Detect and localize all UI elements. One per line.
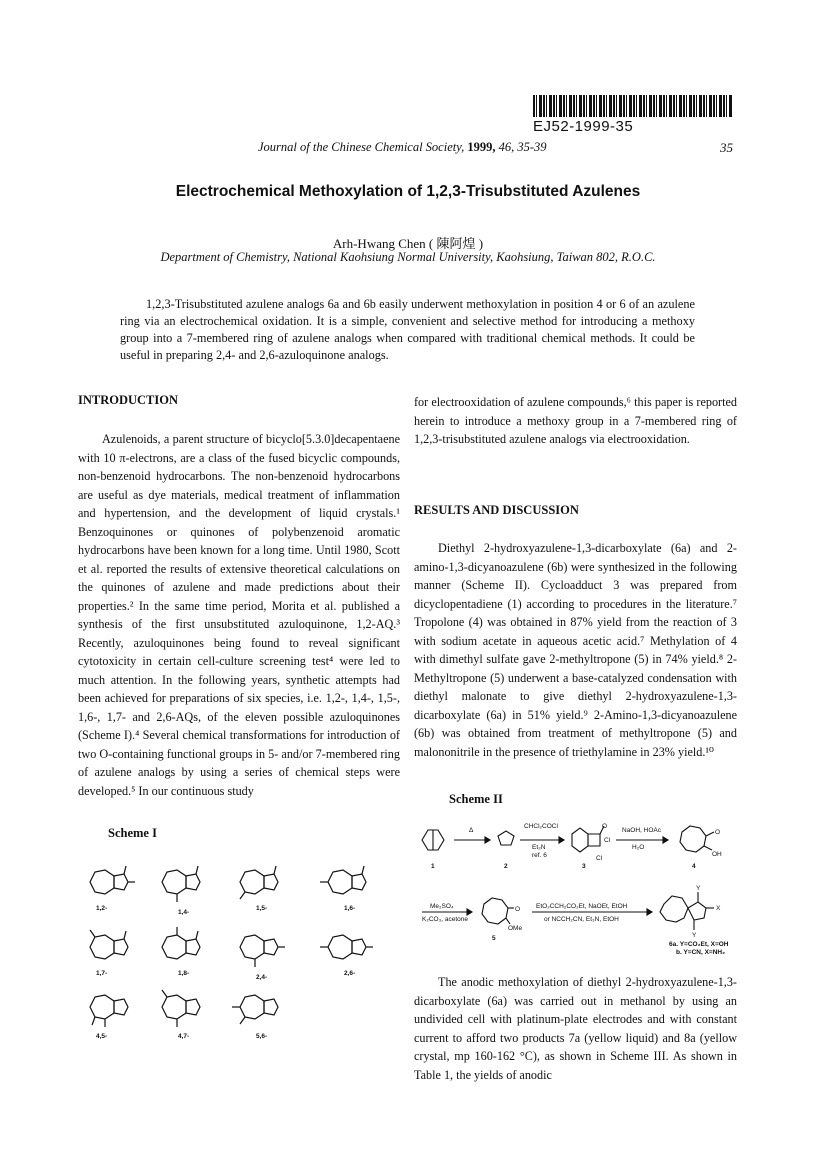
paper-title: Electrochemical Methoxylation of 1,2,3-Trisubstituted Azulenes: [175, 183, 641, 200]
introduction-heading: INTRODUCTION: [78, 393, 179, 407]
barcode: [533, 95, 733, 117]
compound-4: 4: [692, 863, 696, 870]
scheme-1-structures: [78, 852, 408, 1042]
product-6b: b. Y=CN, X=NH₂: [676, 949, 726, 956]
label-2-6: 2,6-: [344, 970, 356, 977]
scheme-2-structures: [414, 812, 739, 962]
affiliation: Department of Chemistry, National Kaohsiung Normal University, Kaohsiung, Taiwan 802, R.O.C.: [160, 250, 656, 264]
label-4-7: 4,7-: [178, 1033, 190, 1040]
label-1-8: 1,8-: [178, 970, 190, 977]
label-1-7: 1,7-: [96, 970, 108, 977]
introduction-body: [78, 430, 400, 800]
reagent-4b: K₂CO₃, acetone: [422, 916, 468, 923]
results-body: [414, 539, 737, 761]
atom-y-top: Y: [696, 885, 701, 892]
reagent-heat: Δ: [469, 827, 474, 834]
compound-2: 2: [504, 863, 508, 870]
atom-o-4: O: [715, 829, 721, 836]
reagent-5a: EtO₂CCH₂CO₂Et, NaOEt, EtOH: [536, 903, 628, 910]
results-paragraph: Diethyl 2-hydroxyazulene-1,3-dicarboxylate (6a) and 2-amino-1,3-dicyanoazulene (6b) were synthesized in the following manner (Scheme II). Cycloadduct 3 was prepared from dicyclopentadiene (1) according to procedures in the literature.⁷ Tropolone (4) was obtained in 87% yield from the reaction of 3 with sodium acetate in aqueous acetic acid.⁷ Methylation of 4 with dimethyl sulfate gave 2-methyltropone (5) in 74% yield.⁸ 2-Methyltropone (5) underwent a base-catalyzed condensation with diethyl malonate to give diethyl 2-hydroxyazulene-1,3-dicarboxylate (6a) in 51% yield.⁹ 2-Amino-1,3-dicyanoazulene (6b) was obtained from treatment of methyltropone (5) and malononitrile in the presence of triethylamine in 23% yield.¹⁰: [414, 541, 737, 759]
label-1-4: 1,4-: [178, 909, 190, 916]
label-1-2: 1,2-: [96, 905, 108, 912]
atom-cl-2: Cl: [596, 855, 603, 862]
atom-ome-5: OMe: [508, 925, 523, 932]
results-heading: RESULTS AND DISCUSSION: [414, 503, 579, 517]
reagent-2a: CHCl₂COCl: [524, 823, 558, 830]
introduction-paragraph: Azulenoids, a parent structure of bicyclo[5.3.0]decapentaene with 10 π-electrons, are a class of the fused bicyclic compounds, non-benzenoid hydrocarbons. The non-benzenoid hydrocarbons are useful as dye materials, medical treatment of inflammation and hypertension, and the development of liquid crystals.¹ Benzoquinones or quinones of polybenzenoid aromatic hydrocarbons have been known for a long time. Until 1980, Scott et al. reported the results of extensive theoretical calculations on the quinones of azulene and made predictions about their properties.² In the same time period, Morita et al. published a synthesis of the first unsubstituted azuloquinone, 1,2-AQ.³ Recently, azuloquinones being found to reveal significant cytotoxicity in certain cell-culture screening test⁴ were led to much attention. In the following years, synthetic attempts had been achieved for preparations of six species, i.e. 1,2-, 1,4-, 1,5-, 1,6-, 1,7- and 2,6-AQs, of the eleven possible azuloquinones (Scheme I).⁴ Several chemical transformations for introduction of two O-containing functional groups in 5- and/or 7-membered ring of azulene analogs by using a series of chemical steps were developed.⁵ In our continuous study: [78, 432, 400, 798]
scheme-1-heading: Scheme I: [108, 826, 157, 840]
intro-continued: [414, 393, 737, 449]
label-1-6: 1,6-: [344, 905, 356, 912]
author: Arh-Hwang Chen ( 陳阿煌 ): [332, 236, 484, 251]
document-code: EJ52-1999-35: [533, 118, 634, 135]
anodic-paragraph: The anodic methoxylation of diethyl 2-hydroxyazulene-1,3-dicarboxylate (6a) was carried out in methanol by using an undivided cell with platinum-plate electrodes and with constant current to afford two products 7a (yellow liquid) and 8a (yellow crystal, mp 160-162 °C), as shown in Scheme III. As shown in Table 1, the yields of anodic: [414, 975, 737, 1082]
reagent-2b: Et₃N: [532, 844, 546, 851]
reagent-2c: ref. 6: [532, 852, 547, 859]
label-1-5: 1,5-: [256, 905, 268, 912]
intro-continued-paragraph: for electrooxidation of azulene compounds,⁶ this paper is reported herein to introduce a methoxy group in a 7-membered ring of 1,2,3-trisubstituted azulene analogs via electrooxidation.: [414, 395, 737, 446]
journal-citation: Journal of the Chinese Chemical Society, 1999, 46, 35-39: [258, 140, 547, 154]
abstract-text: 1,2,3-Trisubstituted azulene analogs 6a and 6b easily underwent methoxylation in position 4 or 6 of an azulene ring via an electrochemical oxidation. It is a simple, convenient and selective method for introducing a methoxy group into a 7-membered ring of azulene analogs when compared with traditional chemical methods. It could be useful in preparing 2,4- and 2,6-azuloquinone analogs.: [120, 297, 695, 362]
label-4-5: 4,5-: [96, 1033, 108, 1040]
abstract: [120, 296, 695, 364]
compound-3: 3: [582, 863, 586, 870]
product-6a: 6a. Y=CO₂Et, X=OH: [669, 941, 729, 948]
anodic-body: [414, 973, 737, 1084]
compound-5: 5: [492, 935, 496, 942]
atom-y-bottom: Y: [692, 932, 697, 939]
reagent-3b: H₂O: [632, 844, 645, 851]
page-number: 35: [720, 140, 733, 155]
label-2-4: 2,4-: [256, 974, 268, 981]
reagent-5b: or NCCH₂CN, Et₃N, EtOH: [544, 916, 619, 923]
label-5-6: 5,6-: [256, 1033, 268, 1040]
scheme-2-heading: Scheme II: [449, 792, 503, 806]
reagent-3a: NaOH, HOAc: [622, 827, 662, 834]
compound-1: 1: [431, 863, 435, 870]
atom-oh-4: OH: [712, 851, 722, 858]
reagent-4a: Me₂SO₄: [430, 903, 454, 910]
atom-cl-1: Cl: [604, 837, 611, 844]
atom-o-3: O: [602, 823, 608, 830]
atom-x: X: [716, 905, 721, 912]
atom-o-5: O: [515, 906, 521, 913]
